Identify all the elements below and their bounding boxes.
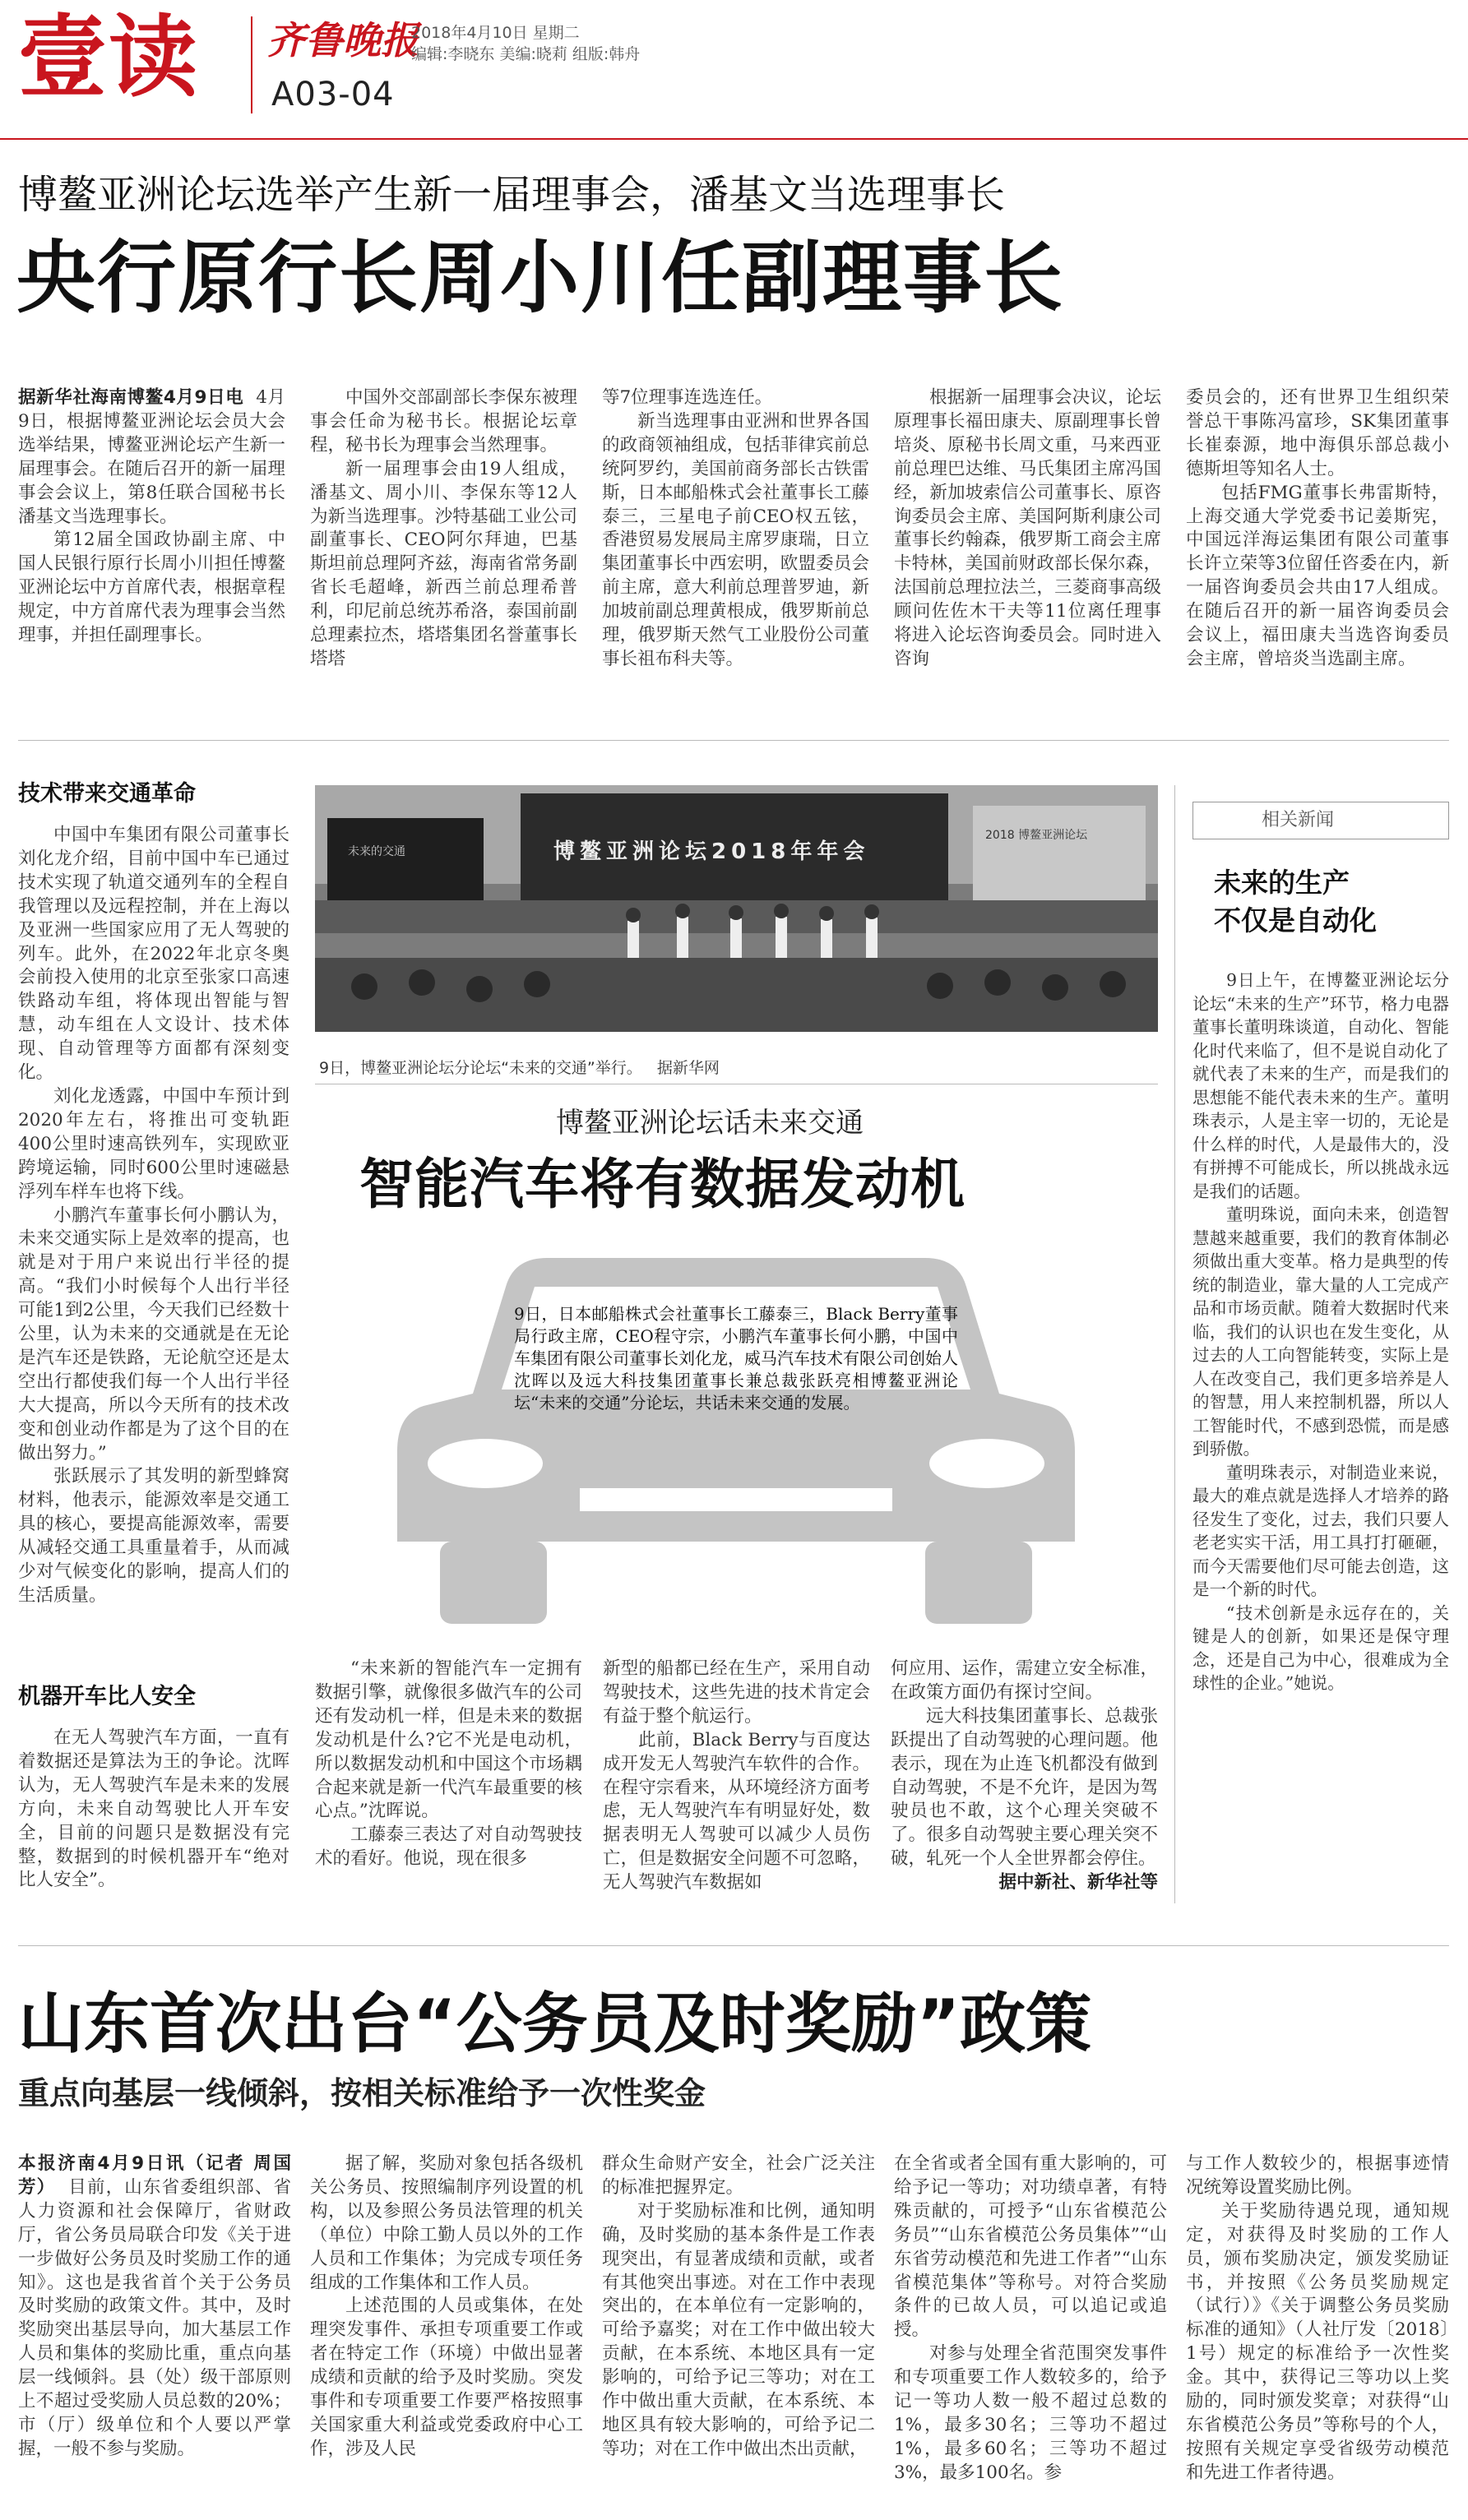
paragraph: 据了解，奖励对象包括各级机关公务员、按照编制序列设置的机构，以及参照公务员法管理的机关（单位）中除工勤人员以外的工作人员和工作集体；为完成专项任务组成的工作集体和工作人员。 xyxy=(310,2153,583,2293)
news-photo xyxy=(315,785,1158,1032)
masthead-divider xyxy=(251,16,252,113)
paragraph: 在无人驾驶汽车方面，一直有着数据还是算法为王的争论。沈晖认为，无人驾驶汽车是未来的发展方向，未来自动驾驶比人开车安全，目前的问题只是数据没有完整，数据到的时候机器开车“绝对比人安全”。 xyxy=(18,1727,289,1891)
story3-column-3 xyxy=(602,2152,875,2514)
sidebar-label: 相关新闻 xyxy=(1262,810,1335,830)
story3-column-4 xyxy=(894,2152,1167,2514)
paragraph: 与工作人数较少的，根据事迹情况统筹设置奖励比例。 xyxy=(1186,2153,1449,2198)
editor-line: 编辑:李晓东 美编:晓莉 组版:韩舟 xyxy=(411,45,641,63)
date-line: 2018年4月10日 星期二 xyxy=(411,24,580,42)
section-divider xyxy=(18,1945,1449,1946)
paragraph: 工藤泰三表达了对自动驾驶技术的看好。他说，现在很多 xyxy=(315,1824,582,1870)
dateline: 据新华社海南博鳌4月9日电 xyxy=(18,387,244,408)
story3-column-5 xyxy=(1186,2152,1449,2514)
paragraph: 张跃展示了其发明的新型蜂窝材料，他表示，能源效率是交通工具的核心，要提高能源效率，需要从减轻交通工具重量着手，从而减少对气候变化的影响，提高人们的生活质量。 xyxy=(18,1466,289,1606)
paragraph: 等7位理事连选连任。 xyxy=(602,387,773,408)
story3-column-2 xyxy=(310,2152,583,2514)
page-code: A03-04 xyxy=(271,76,395,113)
story2-headline: 智能汽车将有数据发动机 xyxy=(359,1153,966,1216)
paragraph: 包括FMG董事长弗雷斯特，上海交通大学党委书记姜斯宪，中国远洋海运集团有限公司董事长许立荣等3位留任咨委在内，新一届咨询委员会共由17人组成。在随后召开的新一届咨询委员会会议上，福田康夫当选咨询委员会主席，曾培炎当选副主席。 xyxy=(1186,482,1449,669)
story1-column-1 xyxy=(18,386,285,715)
paragraph: 新型的船都已经在生产，采用自动驾驶技术，这些先进的技术肯定会有益于整个航运行。 xyxy=(603,1658,870,1727)
story2-bottom-column-3 xyxy=(891,1658,1158,1896)
subhead-technology: 技术带来交通革命 xyxy=(18,781,196,807)
paragraph: 第12届全国政协副主席、中国人民银行原行长周小川担任博鳌亚洲论坛中方首席代表，根据章程规定，中方首席代表为理事会当然理事，并担任副理事长。 xyxy=(18,529,285,646)
masthead-rule xyxy=(0,138,1468,140)
story1-column-4 xyxy=(894,386,1161,715)
paragraph: 中国外交部副部长李保东被理事会任命为秘书长。根据论坛章程，秘书长为理事会当然理事。 xyxy=(310,387,577,455)
sidebar-title-line-2: 不仅是自动化 xyxy=(1214,904,1377,936)
photo-caption xyxy=(319,1056,720,1078)
photo-screen-left: 未来的交通 xyxy=(348,845,405,858)
paragraph: 对参与处理全省范围突发事件和专项重要工作人数较多的，给予记一等功人数一般不超过总数的1%，最多30名；三等功不超过1%，最多60名；三等功不超过3%，最多100名。参 xyxy=(894,2343,1167,2483)
paragraph: 新一届理事会由19人组成，潘基文、周小川、李保东等12人为新当选理事。沙特基础工业公司副董事长、CEO阿尔拜迪，巴基斯坦前总理阿齐兹，海南省常务副省长毛超峰，新西兰前总理希普利，印尼前总统苏希洛，泰国前副总理素拉杰，塔塔集团名誉董事长塔塔 xyxy=(310,458,577,669)
paragraph: 何应用、运作，需建立安全标准，在政策方面仍有探讨空间。 xyxy=(891,1658,1158,1703)
paragraph: 小鹏汽车董事长何小鹏认为，未来交通实际上是效率的提高，也就是对于用户来说出行半径的提高。“我们小时候每个人出行半径可能1到2公里，今天我们已经数十公里，认为未来的交通就是在无论是汽车还是铁路，无论航空还是太空出行都使我们每一个人出行半径大大提高，所以今天所有的技术改变和创业动作都是为了这个目的在做出努力。” xyxy=(18,1205,289,1463)
photo-screen-right: 2018 博鳌亚洲论坛 xyxy=(985,829,1088,842)
story1-column-5 xyxy=(1186,386,1449,715)
sidebar-body xyxy=(1192,969,1449,1914)
paragraph: 在全省或者全国有重大影响的，可给予记一等功；对功绩卓著，有特殊贡献的，可授予“山东省模范公务员”“山东省模范公务员集体”“山东省劳动模范和先进工作者”“山东省模范集体”等称号。对符合奖励条件的已故人员，可以追记或追授。 xyxy=(894,2153,1167,2341)
story3-column-1 xyxy=(18,2152,291,2514)
paragraph: 群众生命财产安全，社会广泛关注的标准把握界定。 xyxy=(602,2153,875,2198)
caption-credit: 据新华网 xyxy=(656,1059,720,1077)
sidebar-vertical-rule xyxy=(1174,785,1175,1903)
paragraph: 中国中车集团有限公司董事长刘化龙介绍，目前中国中车已通过技术实现了轨道交通列车的全程自我管理以及远程控制，并在上海以及亚洲一些国家应用了无人驾驶的列车。此外，在2022年北京冬奥会前投入使用的北京至张家口高速铁路动车组，将体现出智能与智慧，动车组在人文设计、技术体现、自动管理等方面都有深刻变化。 xyxy=(18,825,289,1084)
paragraph: 刘化龙透露，中国中车预计到2020年左右，将推出可变轨距400公里时速高铁列车，实现欧亚跨境运输，同时600公里时速磁悬浮列车样车也将下线。 xyxy=(18,1085,289,1202)
paragraph: 4月9日，根据博鳌亚洲论坛会员大会选举结果，博鳌亚洲论坛产生新一届理事会。在随后召开的新一届理事会会议上，第8任联合国秘书长潘基文当选理事长。 xyxy=(18,387,285,527)
story2-kicker: 博鳌亚洲论坛话未来交通 xyxy=(556,1107,864,1140)
forum-photo-illustration xyxy=(315,785,1158,1032)
paragraph: “未来新的智能汽车一定拥有数据引擎，就像很多做汽车的公司还有发动机一样，但是未来的数据发动机是什么?它不光是电动机，所以数据发动机和中国这个市场耦合起来就是新一代汽车最重要的核心点。”沈晖说。 xyxy=(315,1658,582,1822)
paragraph: 上述范围的人员或集体，在处理突发事件、承担专项重要工作或者在特定工作（环境）中做出显著成绩和贡献的给予及时奖励。突发事件和专项重要工作要严格按照事关国家重大利益或党委政府中心工作，涉及人民 xyxy=(310,2296,583,2459)
paragraph: 董明珠表示，对制造业来说，最大的难点就是选择人才培养的路径发生了变化，过去，我们只要人老老实实干活，用工具打打砸砸，而今天需要他们尽可能去创造，这是一个新的时代。 xyxy=(1192,1462,1449,1599)
story3-subhead: 重点向基层一线倾斜，按相关标准给予一次性奖金 xyxy=(18,2075,706,2111)
story1-kicker: 博鳌亚洲论坛选举产生新一届理事会，潘基文当选理事长 xyxy=(18,172,1006,218)
paragraph: 此前，Black Berry与百度达成开发无人驾驶汽车软件的合作。在程守宗看来，从环境经济方面考虑，无人驾驶汽车有明显好处，数据表明无人驾驶可以减少人员伤亡，但是数据安全问题不可忽略，无人驾驶汽车数据如 xyxy=(603,1729,870,1893)
story2-bottom-column-1 xyxy=(315,1658,582,1896)
source-credit: 据中新社、新华社等 xyxy=(998,1872,1158,1893)
story2-left-column-b xyxy=(18,1727,289,1916)
photo-banner: 博鳌亚洲论坛2018年年会 xyxy=(553,839,870,864)
paragraph: 委员会的，还有世界卫生组织荣誉总干事陈冯富珍，SK集团董事长崔泰源，地中海俱乐部总裁小德斯坦等知名人士。 xyxy=(1186,387,1449,479)
paper-logo: 齐鲁晚报 xyxy=(267,18,419,62)
sidebar-title-line-1: 未来的生产 xyxy=(1214,867,1350,899)
paragraph: “技术创新是永远存在的，关键是人的创新，如果还是保守理念，还是自己为中心，很难成为全球性的企业。”她说。 xyxy=(1192,1602,1449,1693)
paragraph: 目前，山东省委组织部、省人力资源和社会保障厅，省财政厅，省公务员局联合印发《关于进一步做好公务员及时奖励工作的通知》。这也是我省首个关于公务员及时奖励的政策文件。其中，及时奖励突出基层导向，加大基层工作人员和集体的奖励比重，重点向基层一线倾斜。县（处）级干部原则上不超过受奖励人员总数的20%；市（厅）级单位和个人要以严掌握，一般不参与奖励。 xyxy=(18,2176,291,2459)
story3-headline: 山东首次出台“公务员及时奖励”政策 xyxy=(18,1986,1092,2062)
paragraph: 新当选理事由亚洲和世界各国的政商领袖组成，包括菲律宾前总统阿罗约，美国前商务部长古铁雷斯，日本邮船株式会社董事长工藤泰三，三星电子前CEO权五铉，香港贸易发展局主席罗康瑞，日立集团董事长中西宏明，欧盟委员会前主席，意大利前总理普罗迪，新加坡前副总理黄根成，俄罗斯前总理，俄罗斯天然气工业股份公司董事长祖布科夫等。 xyxy=(602,410,869,669)
story2-left-column xyxy=(18,824,289,1667)
paragraph: 远大科技集团董事长、总裁张跃提出了自动驾驶的心理问题。他表示，现在为止连飞机都没有做到自动驾驶，不是不允许，是因为驾驶员也不敢，这个心理关突破不了。很多自动驾驶主要心理关突不破，轧死一个人全世界都会停住。 xyxy=(891,1705,1158,1870)
car-graphic xyxy=(391,1254,1081,1632)
paragraph: 对于奖励标准和比例，通知明确，及时奖励的基本条件是工作表现突出，有显著成绩和贡献，或者有其他突出事迹。对在工作中表现突出的，在本单位有一定影响的，可给予嘉奖；对在工作中做出较大贡献，在本系统、本地区具有一定影响的，可给予记三等功；对在工作中做出重大贡献，在本系统、本地区具有较大影响的，可给予记二等功；对在工作中做出杰出贡献， xyxy=(602,2200,875,2459)
story1-headline: 央行原行长周小川任副理事长 xyxy=(16,232,1064,324)
story2-bottom-column-2 xyxy=(603,1658,870,1896)
car-windshield-text: 9日，日本邮船株式会社董事长工藤泰三，Black Berry董事局行政主席，CEO程守宗，小鹏汽车董事长何小鹏，中国中车集团有限公司董事长刘化龙，威马汽车技术有限公司创始人沈晖以及远大科技集团董事长兼总裁张跃亮相博鳌亚洲论坛“未来的交通”分论坛，共话未来交通的发展。 xyxy=(514,1304,958,1413)
paragraph: 9日上午，在博鳌亚洲论坛分论坛“未来的生产”环节，格力电器董事长董明珠谈道，自动化、智能化时代来临了，但不是说自动化了就代表了未来的生产，而是我们的思想能不能代表未来的生产。董明珠表示，人是主宰一切的，无论是什么样的时代，人是最伟大的，没有拼搏不可能成长，所以挑战永远是我们的话题。 xyxy=(1192,970,1449,1201)
paragraph: 关于奖励待遇兑现，通知规定，对获得及时奖励的工作人员，颁布奖励决定，颁发奖励证书，并按照《公务员奖励规定（试行）》《关于调整公务员奖励标准的通知》（人社厅发〔2018〕1号）规定的标准给予一次性奖金。其中，获得记三等功以上奖励的，同时颁发奖章；对获得“山东省模范公务员”等称号的个人，按照有关规定享受省级劳动模范和先进工作者待遇。 xyxy=(1186,2200,1449,2483)
story1-column-2 xyxy=(310,386,577,715)
paragraph: 董明珠说，面向未来，创造智慧越来越重要，我们的教育体制必须做出重大变革。格力是典型的传统的制造业，靠大量的人工完成产品和市场贡献。随着大数据时代来临，我们的认识也在发生变化，从过去的人工向智能转变，实际上是人在改变自己，我们更多培养是人的智慧，用人来控制机器，所以人工智能时代，不感到恐慌，而是感到骄傲。 xyxy=(1192,1205,1449,1459)
section-title: 壹读 xyxy=(18,7,200,109)
section-divider xyxy=(18,740,1449,741)
caption-text: 9日，博鳌亚洲论坛分论坛“未来的交通”举行。 xyxy=(319,1059,642,1077)
dateline: 本报济南4月9日讯（记者 周国芳） xyxy=(18,2153,291,2198)
paragraph: 根据新一届理事会决议，论坛原理事长福田康夫、原副理事长曾培炎、原秘书长周文重，马来西亚前总理巴达维、马氏集团主席冯国经，新加坡索信公司董事长、原咨询委员会主席、美国阿斯利康公司董事长约翰森，俄罗斯工商会主席卡特林，美国前财政部长保尔森，法国前总理拉法兰，三菱商事高级顾问佐佐木干夫等11位离任理事将进入论坛咨询委员会。同时进入咨询 xyxy=(894,387,1161,669)
subhead-safety: 机器开车比人安全 xyxy=(18,1684,196,1709)
story1-column-3 xyxy=(602,386,869,715)
